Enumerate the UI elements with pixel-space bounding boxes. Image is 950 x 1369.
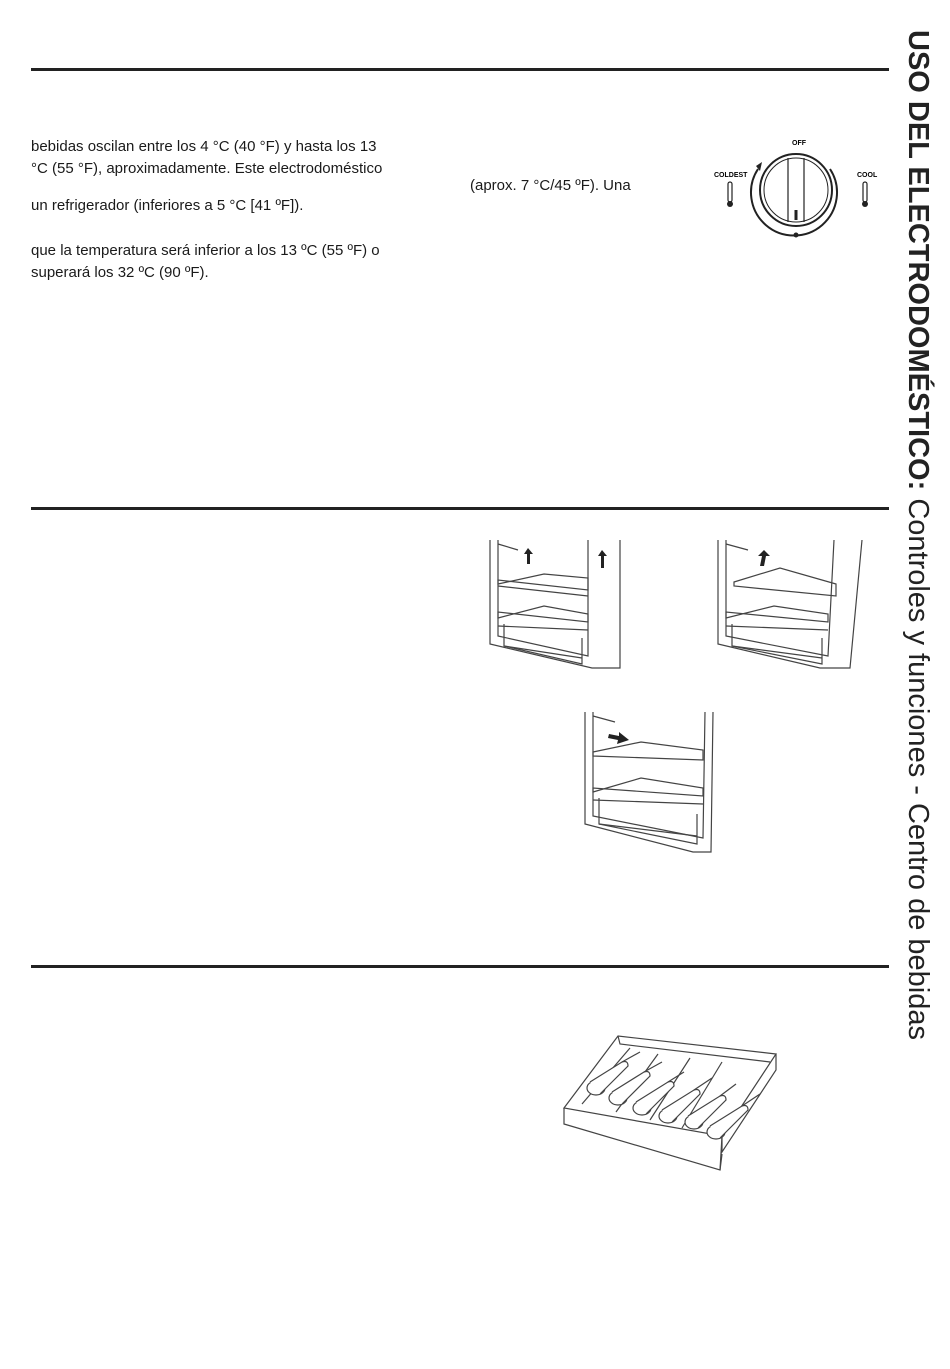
- temperature-paragraph-2: [31, 195, 436, 217]
- side-title-bold: USO DEL ELECTRODOMÉSTICO:: [902, 30, 934, 491]
- shelf-insert-illustration: [581, 712, 721, 854]
- thermometer-right-icon: [862, 182, 868, 207]
- section-2-rule: [31, 507, 889, 510]
- paragraph-1-line-2: °C (55 °F), aproximadamente. Este electrodoméstico: [31, 160, 383, 177]
- temperature-dial-illustration: [710, 134, 880, 244]
- paragraph-1-line-1: bebidas oscilan entre los 4 °C (40 °F) y hasta los 13: [31, 138, 377, 155]
- arrow-up-icon: [524, 548, 607, 568]
- shelf-removal-illustration-2: [714, 540, 870, 672]
- side-title-regular: Controles y funciones - Centro de bebidas: [902, 490, 934, 1040]
- arrow-up-icon: [758, 550, 770, 566]
- temperature-paragraph-1: [31, 136, 436, 180]
- section-1-rule: [31, 68, 889, 71]
- dial-cool-label: COOL: [857, 172, 878, 179]
- paragraph-3-line-1: que la temperatura será inferior a los 13 ºC (55 ºF) o: [31, 242, 380, 259]
- temperature-midtext: (aprox. 7 °C/45 ºF). Una: [470, 177, 631, 194]
- paragraph-3-line-2: superará los 32 ºC (90 ºF).: [31, 264, 209, 281]
- bottle-icon: [587, 1052, 760, 1139]
- bottle-rack-illustration: [556, 1032, 784, 1174]
- thermometer-left-icon: [727, 182, 733, 207]
- dial-knob-icon: [751, 154, 837, 238]
- arrow-right-icon: [608, 732, 629, 744]
- shelf-removal-illustration-1: [484, 540, 624, 672]
- dial-off-label: OFF: [792, 140, 806, 147]
- temperature-paragraph-3: [31, 240, 436, 284]
- dial-coldest-label: COLDEST: [714, 172, 748, 179]
- side-title: [888, 30, 948, 1340]
- paragraph-2-line-1: un refrigerador (inferiores a 5 °C [41 ºF]).: [31, 197, 304, 214]
- section-3-rule: [31, 965, 889, 968]
